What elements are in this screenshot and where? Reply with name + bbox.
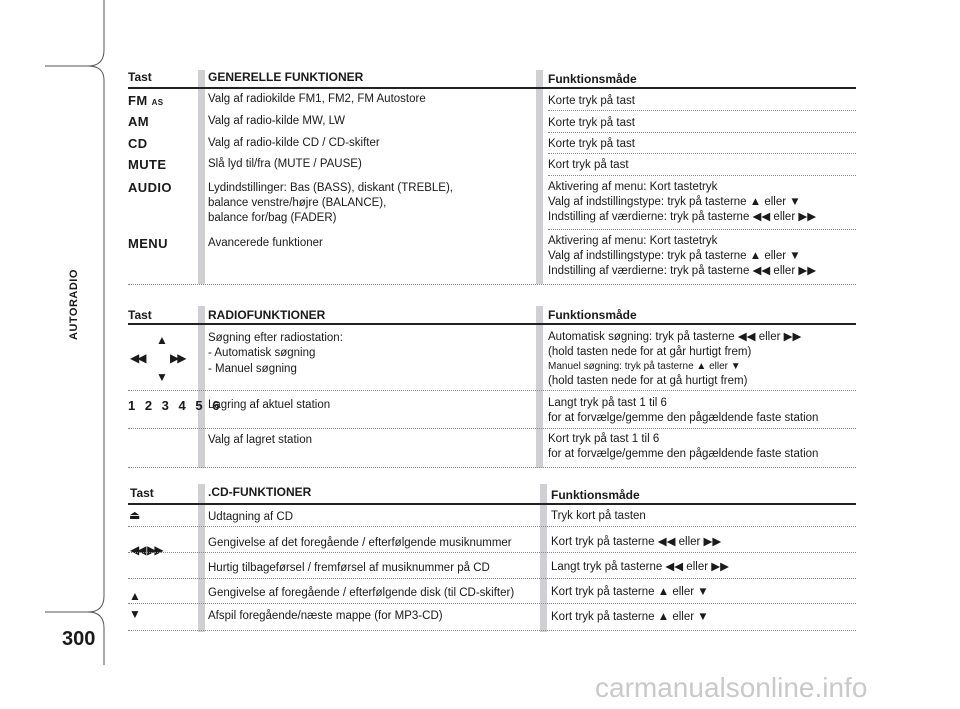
radio-mode-1: Automatisk søgning: tryk på tasterne ◀◀ eller ▶▶ <box>548 331 802 343</box>
radio-func-header: RADIOFUNKTIONER <box>208 308 326 322</box>
cd-func-header: .CD-FUNKTIONER <box>208 485 312 499</box>
radio-func-search-1: Søgning efter radiostation: <box>208 332 343 344</box>
row-divider <box>548 175 856 176</box>
cd-func-4: Gengivelse af foregående / efterfølgende disk (til CD-skifter) <box>208 587 515 599</box>
radio-mode-4: (hold tasten nede for at gå hurtigt frem) <box>548 375 748 387</box>
cd-func-bar <box>198 484 205 632</box>
func-cd: Valg af radio-kilde CD / CD-skifter <box>208 137 380 149</box>
mode-audio-3: Indstilling af værdierne: tryk på tasterne ◀◀ eller ▶▶ <box>548 211 817 223</box>
func-audio-1: Lydindstillinger: Bas (BASS), diskant (TREBLE), <box>208 182 453 194</box>
radio-func-recall: Valg af lagret station <box>208 434 312 446</box>
radio-func-store: Lagring af aktuel station <box>208 399 331 411</box>
cd-func-5: Afspil foregående/næste mappe (for MP3-CD) <box>208 610 443 622</box>
mode-audio-2: Valg af indstillingstype: tryk på tasterne ▲ eller ▼ <box>548 196 801 208</box>
cd-mode-1: Tryk kort på tasten <box>551 510 646 522</box>
row-divider <box>128 390 856 391</box>
up-arrow-icon: ▲ <box>129 589 141 603</box>
general-key-header: Tast <box>128 70 152 84</box>
section-side-label: AUTORADIO <box>68 269 80 340</box>
func-audio-3: balance for/bag (FADER) <box>208 212 337 224</box>
func-fm: Valg af radiokilde FM1, FM2, FM Autostore <box>208 93 426 105</box>
mode-audio-1: Aktivering af menu: Kort tastetryk <box>548 181 718 193</box>
key-menu: MENU <box>128 236 168 251</box>
radio-mode-3: Manuel søgning: tryk på tasterne ▲ eller ▼ <box>548 361 741 372</box>
radio-mode-recall-2: for at forvælge/gemme den pågældende faste station <box>548 448 819 460</box>
general-func-header: GENERELLE FUNKTIONER <box>208 70 364 84</box>
mode-menu-2: Valg af indstillingstype: tryk på tasterne ▲ eller ▼ <box>548 250 801 262</box>
row-divider <box>128 603 856 604</box>
mode-menu-3: Indstilling af værdierne: tryk på tasterne ◀◀ eller ▶▶ <box>548 265 817 277</box>
cd-header-rule <box>128 503 856 505</box>
section-divider <box>128 467 856 468</box>
eject-icon: ⏏ <box>129 508 141 522</box>
row-divider <box>548 153 856 154</box>
general-mode-header: Funktionsmåde <box>548 72 637 86</box>
radio-func-search-3: - Manuel søgning <box>208 363 297 375</box>
key-cd: CD <box>128 136 148 151</box>
cd-mode-4: Kort tryk på tasterne ▲ eller ▼ <box>551 586 709 598</box>
section-divider <box>128 630 856 631</box>
cd-mode-bar <box>540 484 547 632</box>
key-am: AM <box>128 114 150 129</box>
page-number: 300 <box>62 628 96 650</box>
radio-key-header: Tast <box>128 308 152 322</box>
preset-keys: 1 2 3 4 5 6 <box>128 398 223 413</box>
radio-header-rule <box>128 323 856 325</box>
general-func-bar <box>198 70 205 284</box>
radio-mode-bar <box>536 306 543 468</box>
radio-func-search-2: - Automatisk søgning <box>208 347 316 359</box>
radio-mode-store-2: for at forvælge/gemme den pågældende faste station <box>548 412 819 424</box>
mode-fm: Korte tryk på tast <box>548 95 635 107</box>
row-divider <box>128 428 856 429</box>
radio-mode-header: Funktionsmåde <box>548 308 637 322</box>
row-divider <box>548 110 856 111</box>
cd-func-1: Udtagning af CD <box>208 511 294 523</box>
down-arrow-icon: ▼ <box>129 607 141 621</box>
key-audio: AUDIO <box>128 180 172 195</box>
radio-func-bar <box>198 306 205 468</box>
fast-forward-icon: ▶▶ <box>170 351 185 365</box>
down-arrow-icon: ▼ <box>156 370 168 384</box>
seek-icons: ◀◀ ▶▶ <box>130 543 162 557</box>
radio-mode-2: (hold tasten nede for at går hurtigt frem) <box>548 346 752 358</box>
section-divider <box>128 284 856 285</box>
func-menu: Avancerede funktioner <box>208 237 323 249</box>
general-header-rule <box>128 87 856 89</box>
mode-cd: Korte tryk på tast <box>548 138 635 150</box>
row-divider <box>128 552 856 553</box>
mode-am: Korte tryk på tast <box>548 117 635 129</box>
cd-key-header: Tast <box>130 486 154 500</box>
func-mute: Slå lyd til/fra (MUTE / PAUSE) <box>208 158 362 170</box>
rewind-icon: ◀◀ <box>130 351 145 365</box>
row-divider <box>128 578 856 579</box>
cd-mode-5: Kort tryk på tasterne ▲ eller ▼ <box>551 611 709 623</box>
watermark-text: carmanualsonline.info <box>595 672 868 703</box>
cd-func-3: Hurtig tilbageførsel / fremførsel af musiknummer på CD <box>208 562 490 574</box>
func-am: Valg af radio-kilde MW, LW <box>208 115 345 127</box>
cd-mode-2: Kort tryk på tasterne ◀◀ eller ▶▶ <box>551 536 722 548</box>
cd-func-2: Gengivelse af det foregående / efterfølgende musiknummer <box>208 537 512 549</box>
mode-menu-1: Aktivering af menu: Kort tastetryk <box>548 235 718 247</box>
func-audio-2: balance venstre/højre (BALANCE), <box>208 197 387 209</box>
general-mode-bar <box>536 70 543 284</box>
cd-mode-header: Funktionsmåde <box>551 488 640 502</box>
row-divider <box>548 229 856 230</box>
row-divider <box>548 132 856 133</box>
key-mute: MUTE <box>128 157 167 172</box>
cd-mode-3: Langt tryk på tasterne ◀◀ eller ▶▶ <box>551 561 729 573</box>
mode-mute: Kort tryk på tast <box>548 159 629 171</box>
up-arrow-icon: ▲ <box>156 333 168 347</box>
key-fm: FM AS <box>128 93 164 108</box>
radio-mode-recall-1: Kort tryk på tast 1 til 6 <box>548 433 660 445</box>
radio-mode-store-1: Langt tryk på tast 1 til 6 <box>548 397 667 409</box>
row-divider <box>128 526 856 527</box>
